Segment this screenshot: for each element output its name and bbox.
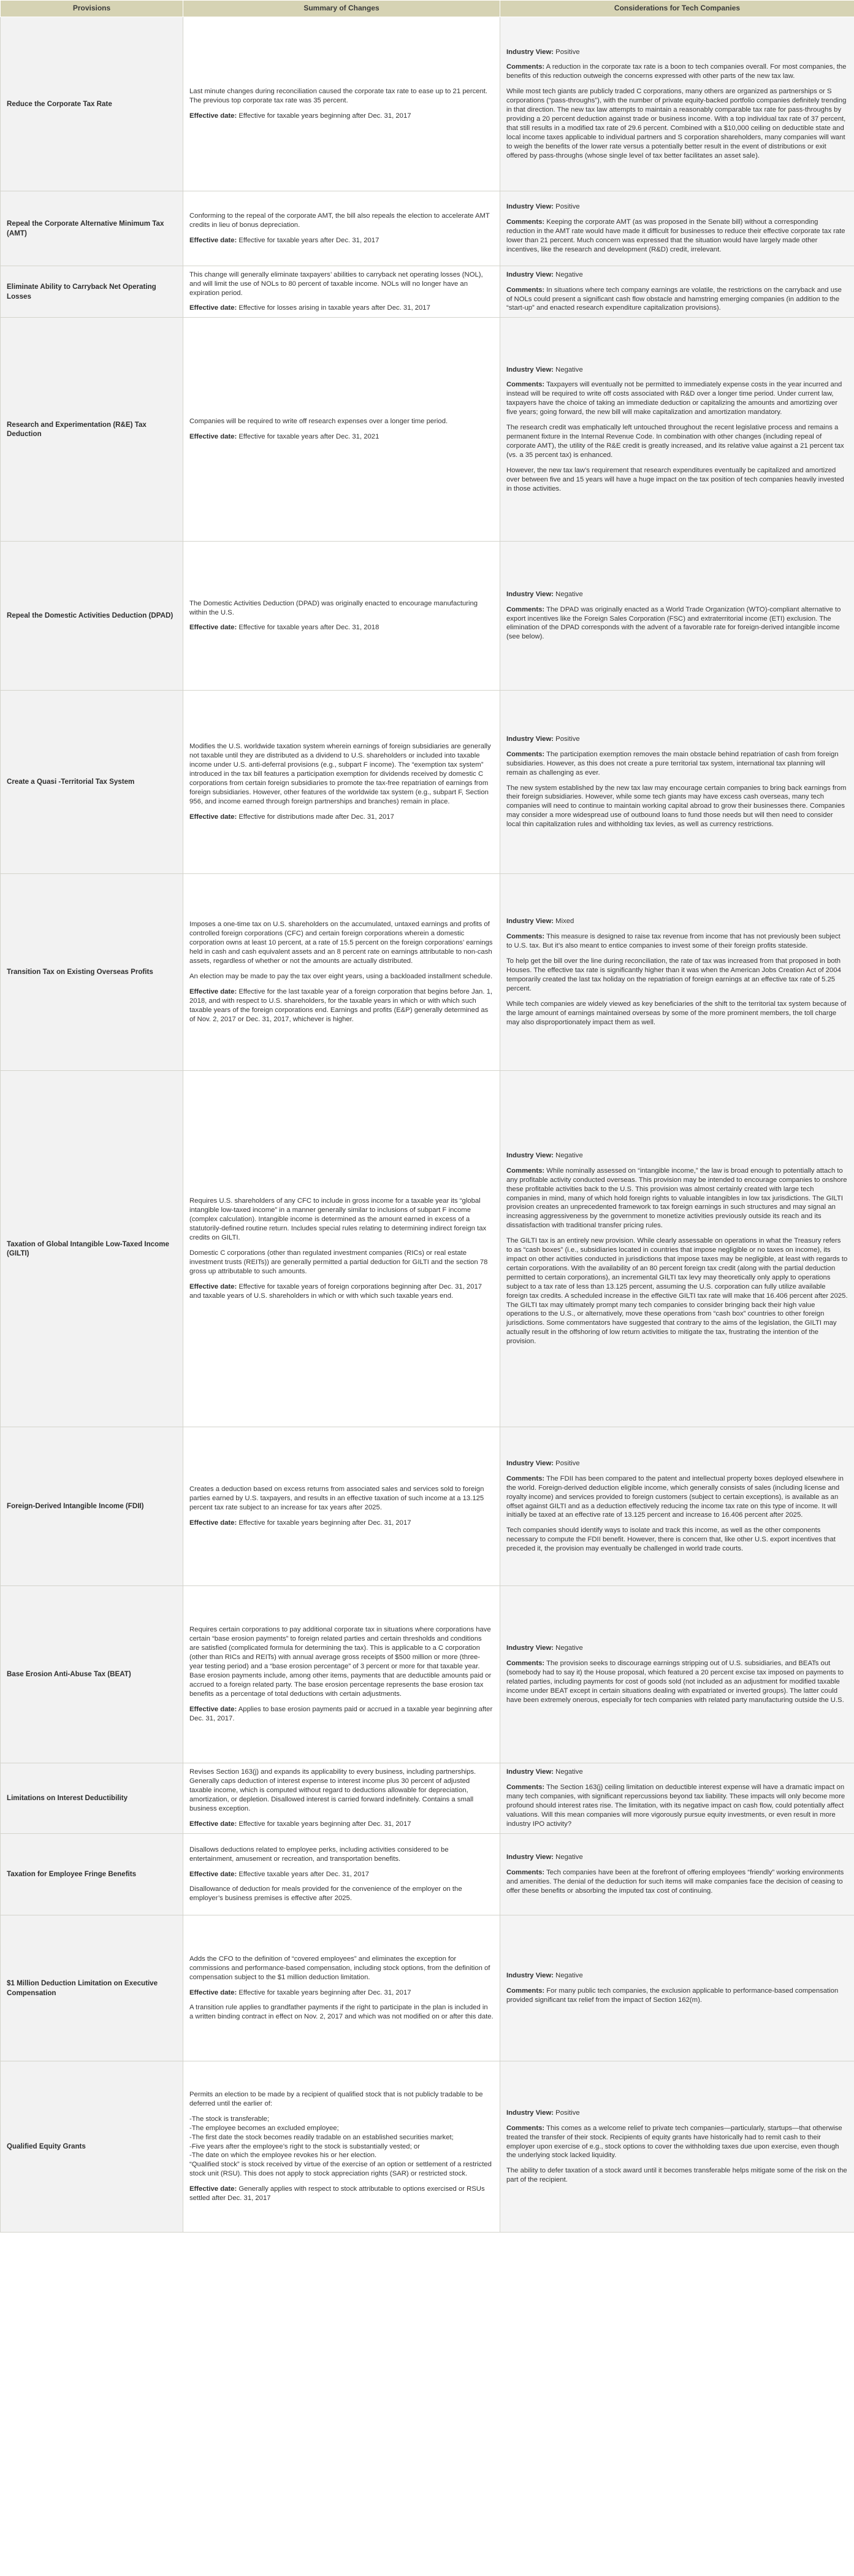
considerations-cell [500, 542, 854, 691]
summary-list-item: -The date on which the employee revokes his or her election. [189, 2152, 377, 2160]
summary-text: Requires certain corporations to pay additional corporate tax in situations where corporations have certain “base erosion payments” to foreign related parties and certain thresholds and conditions are satisfied (complicated formula for determining the tax). This is applicable to a C corporation (other than RICs and REITs) with annual average gross receipts of $500 million or more (three-year testing period) and a “base erosion percentage” of 3 percent or more for that taxable year. Base erosion payments include, among other items, payments that are deductible amounts paid or accrued to a foreign related party. The base erosion percentage represents the base erosion tax benefits as a percentage of total deductions with certain adjustments. [189, 1626, 492, 1698]
industry-view-value: Positive [555, 735, 580, 743]
industry-view-label: Industry View: [506, 735, 554, 743]
summary-list-item: “Qualified stock” is stock received by virtue of the exercise of an option or settlement of a restricted stock unit (RSU). This does not apply to stock appreciation rights (SAR) or restricted stock. [189, 2161, 492, 2178]
effective-date-label: Effective date: [189, 1705, 237, 1713]
comments-label: Comments: [506, 933, 545, 941]
summary-note: Disallowance of deduction for meals provided for the convenience of the employer on the employer’s business premises is effective after 2025. [189, 1885, 462, 1903]
comments [506, 1167, 848, 1230]
comments-value: Keeping the corporate AMT (as was proposed in the Senate bill) without a corresponding reduction in the AMT rate would have made it difficult for businesses to reduce their effective corporate tax rate lower than 21 percent. Much concern was expressed that the situation would have largely made other incentives, like the research and development (R&D) credit, irrelevant. [506, 218, 845, 253]
effective-date [189, 112, 494, 121]
industry-view-label: Industry View: [506, 1459, 554, 1467]
summary-text: Last minute changes during reconciliation caused the corporate tax rate to ease up to 21 percent. The previous top corporate tax rate was 35 percent. [189, 88, 488, 105]
comments [506, 605, 848, 642]
comments-extra: However, the new tax law’s requirement that research expenditures eventually be capitalized and amortized over between five and 15 years will have a huge impact on the tax position of tech companies heavily invested in those activities. [506, 466, 844, 493]
summary-cell [183, 17, 500, 191]
summary-text: Disallows deductions related to employee perks, including activities considered to be entertainment, amusement or recreation, and transportation benefits. [189, 1846, 449, 1863]
industry-view-value: Negative [555, 1644, 583, 1652]
effective-date-value: Effective for taxable years beginning after Dec. 31, 2017 [238, 112, 411, 120]
effective-date [189, 623, 494, 632]
industry-view-label: Industry View: [506, 918, 554, 926]
comments-value: While nominally assessed on “intangible income,” the law is broad enough to potentially attach to any profitable activity conducted overseas. This provision may be intended to encourage companies to onshore these profitable activities back to the U.S. This provision was almost certainly created with large tech companies in mind, many of which hold foreign rights to valuable intangibles in low tax jurisdictions. The GILTI provision creates an unprecedented framework to tax foreign earnings in such structures and may signal an increasing aggressiveness by the government to monetize activities previously outside its reach and its dissatisfaction with traditional transfer pricing rules. [506, 1167, 847, 1230]
comments-label: Comments: [506, 218, 545, 226]
considerations-cell [500, 691, 854, 874]
effective-date [189, 1519, 494, 1528]
considerations-cell [500, 1834, 854, 1915]
comments-label: Comments: [506, 1987, 545, 1995]
comments [506, 63, 848, 81]
industry-view [506, 735, 848, 744]
comments-value: Taxpayers will eventually not be permitted to immediately expense costs in the year incurred and instead will be required to write off costs associated with R&D over a longer time period. Under current law, taxpayers have the choice of taking an immediate deduction or capitalizing the amounts and amortizing over five years; going forward, the new bill will make capitalization and amortization mandatory. [506, 381, 842, 416]
effective-date-label: Effective date: [189, 236, 237, 244]
industry-view-label: Industry View: [506, 1151, 554, 1159]
comments-value: For many public tech companies, the exclusion applicable to performance-based compensation provided significant tax relief from the impact of Section 162(m). [506, 1987, 839, 2004]
table-row [1, 1915, 854, 2061]
comments-value: The provision seeks to discourage earnings stripping out of U.S. subsidiaries, and BEATs out (somebody had to say it) the House proposal, which featured a 20 percent excise tax imposed on payments to related parties, including payments for cost of goods sold (not included as an adjustment for modified taxable income under BEAT except in certain situations dealing with expatriated or inverted groups). The latter could have been extremely onerous, especially for tech companies with related party manufacturing outside the U.S. [506, 1660, 844, 1704]
summary-cell [183, 191, 500, 266]
provision-name: $1 Million Deduction Limitation on Executive Compensation [1, 1915, 183, 2061]
table-row [1, 191, 854, 266]
industry-view-value: Positive [555, 2109, 580, 2117]
effective-date-label: Effective date: [189, 1820, 237, 1828]
summary-note: A transition rule applies to grandfather payments if the right to participate in the plan is included in a written binding contract in effect on Nov. 2, 2017 and which was not modified on or after this date. [189, 2004, 494, 2021]
table-body [1, 17, 854, 2233]
industry-view-label: Industry View: [506, 203, 554, 211]
considerations-cell [500, 1586, 854, 1763]
comments-label: Comments: [506, 750, 545, 758]
effective-date-value: Effective for losses arising in taxable years after Dec. 31, 2017 [238, 304, 430, 312]
effective-date-value: Effective for taxable years after Dec. 31, 2021 [238, 433, 379, 440]
effective-date-value: Generally applies with respect to stock attributable to options exercised or RSUs settled after Dec. 31, 2017 [189, 2185, 485, 2202]
summary-list-wrap [189, 2115, 494, 2179]
summary-text: Adds the CFO to the definition of “covered employees” and eliminates the exception for commissions and performance-based compensation, including stock options, from the definition of compensation subject to the $1 million deduction limitation. [189, 1955, 490, 1981]
effective-date [189, 1870, 494, 1879]
considerations-cell [500, 1427, 854, 1586]
industry-view-value: Negative [555, 366, 583, 374]
comments [506, 2124, 848, 2161]
comments-label: Comments: [506, 1869, 545, 1877]
industry-view-value: Negative [555, 1151, 583, 1159]
comments-value: The FDII has been compared to the patent and intellectual property boxes deployed elsewhere in the world. Foreign-derived deduction eligible income, which generally consists of sales (including license and royalty income) and services provided to foreign customers (subject to certain exceptions), is available as an offset against GILTI and as a deduction effectively reducing the income tax rate on this type of income. It will initially be taxed at an effective rate of 13.125 percent and increase to 16.406 percent after 2025. [506, 1474, 844, 1519]
effective-date-value: Effective for taxable years after Dec. 31, 2018 [238, 624, 379, 632]
summary-cell [183, 2061, 500, 2233]
summary-cell [183, 1834, 500, 1915]
table-row [1, 1427, 854, 1586]
effective-date-value: Effective for distributions made after Dec. 31, 2017 [238, 813, 394, 821]
effective-date [189, 304, 494, 313]
summary-list-item: -Five years after the employee’s right to the stock is substantially vested; or [189, 2142, 420, 2150]
table-header [1, 1, 854, 17]
comments-label: Comments: [506, 2124, 545, 2132]
summary-text: Creates a deduction based on excess returns from associated sales and services sold to foreign parties earned by U.S. taxpayers, and results in an effective taxation of such income at a 13.125 percent tax rate subject to an increase for tax years after 2025. [189, 1485, 484, 1511]
effective-date-label: Effective date: [189, 813, 237, 821]
table-row [1, 1586, 854, 1763]
summary-text: Domestic C corporations (other than regulated investment companies (RICs) or real estate investment trusts (REITs)) are generally permitted a partial deduction for GILTI and the section 78 gross up attributable to such amounts. [189, 1249, 488, 1275]
effective-date-label: Effective date: [189, 112, 237, 120]
provision-name: Qualified Equity Grants [1, 2061, 183, 2233]
considerations-cell [500, 17, 854, 191]
industry-view-label: Industry View: [506, 270, 554, 278]
effective-date-value: Applies to base erosion payments paid or accrued in a taxable year beginning after Dec. 31, 2017. [189, 1705, 493, 1722]
summary-text: Conforming to the repeal of the corporate AMT, the bill also repeals the election to accelerate AMT credits in lieu of bonus depreciation. [189, 212, 490, 229]
considerations-cell [500, 1915, 854, 2061]
summary-cell [183, 1071, 500, 1427]
industry-view-label: Industry View: [506, 48, 554, 56]
comments-label: Comments: [506, 1784, 545, 1792]
summary-text: Modifies the U.S. worldwide taxation system wherein earnings of foreign subsidiaries are generally not taxable until they are distributed as a dividend to U.S. shareholders or included into taxable income under U.S. anti-deferral provisions (e.g., subpart F income). The “exemption tax system” introduced in the tax bill features a participation exemption for dividends received by domestic C corporations from certain foreign subsidiaries to promote the tax-free repatriation of earnings from foreign subsidiaries. However, other features of the worldwide tax system (e.g., subpart F, Section 956, and income earned through foreign partnerships and branches) remain in place. [189, 743, 491, 805]
comments-extra: While tech companies are widely viewed as key beneficiaries of the shift to the territorial tax system because of the large amount of earnings maintained overseas by some of the more prominent members, the toll charge may also disproportionately impact them as well. [506, 1000, 847, 1026]
summary-list-item: -The first date the stock becomes readily tradable on an established securities market; [189, 2133, 454, 2141]
header-considerations: Considerations for Tech Companies [500, 1, 854, 17]
industry-view [506, 1459, 848, 1468]
comments-value: This comes as a welcome relief to private tech companies—particularly, startups—that otherwise treated the transfer of their stock. Recipients of equity grants have historically had to remit cash to their employer upon exercise of e.g., stock options to cover the withholding taxes due upon exercise, even though the underlying stock lacked liquidity. [506, 2124, 842, 2160]
summary-cell [183, 318, 500, 542]
summary-cell [183, 1915, 500, 2061]
comments-value: In situations where tech company earnings are volatile, the restrictions on the carryback and use of NOLs could present a significant cash flow obstacle and hamstring emerging companies (in addition to the “start-up” and enacted research expenditure capitalization provisions). [506, 286, 842, 312]
industry-view-label: Industry View: [506, 1853, 554, 1861]
effective-date-label: Effective date: [189, 304, 237, 312]
industry-view-label: Industry View: [506, 2109, 554, 2117]
comments-extra: Tech companies should identify ways to isolate and track this income, as well as the other components necessary to compute the FDII benefit. However, there is concern that, like other U.S. export incentives that preceded it, the provision may eventually be challenged in world trade courts. [506, 1527, 836, 1553]
industry-view-label: Industry View: [506, 1644, 554, 1652]
summary-cell [183, 1763, 500, 1834]
table-row [1, 266, 854, 318]
comments [506, 1783, 848, 1829]
table-row [1, 1834, 854, 1915]
comments [506, 750, 848, 778]
industry-view [506, 202, 848, 212]
effective-date-label: Effective date: [189, 433, 237, 440]
industry-view-label: Industry View: [506, 1972, 554, 1980]
effective-date-value: Effective for taxable years beginning after Dec. 31, 2017 [238, 1988, 411, 1996]
effective-date-value: Effective for taxable years after Dec. 31, 2017 [238, 236, 379, 244]
industry-view [506, 2109, 848, 2118]
summary-text: Revises Section 163(j) and expands its applicability to every business, including partnerships. Generally caps deduction of interest expense to interest income plus 30 percent of adjusted taxable income, which is computed without regard to deductions allowable for depreciation, amortization, or depletion. Disallowed interest is carried forward indefinitely. Contains a small business exception. [189, 1768, 476, 1812]
effective-date-label: Effective date: [189, 987, 237, 995]
industry-view [506, 366, 848, 375]
provision-name: Create a Quasi -Territorial Tax System [1, 691, 183, 874]
effective-date [189, 2185, 494, 2203]
considerations-cell [500, 191, 854, 266]
comments [506, 286, 848, 313]
summary-list [189, 2115, 494, 2179]
effective-date [189, 987, 494, 1024]
summary-text: The Domestic Activities Deduction (DPAD) was originally enacted to encourage manufacturing within the U.S. [189, 599, 478, 616]
industry-view-label: Industry View: [506, 1768, 554, 1776]
summary-cell [183, 874, 500, 1071]
effective-date-label: Effective date: [189, 1519, 237, 1527]
comments [506, 1659, 848, 1705]
provision-name: Transition Tax on Existing Overseas Profits [1, 874, 183, 1071]
provision-name: Base Erosion Anti-Abuse Tax (BEAT) [1, 1586, 183, 1763]
summary-list-item: -The stock is transferable; [189, 2115, 269, 2123]
comments-extra: The GILTI tax is an entirely new provision. While clearly assessable on operations in what the Treasury refers to as “cash boxes” (i.e., subsidiaries located in countries that impose negligible or no taxes on income), its impact on other activities conducted in jurisdictions that impose taxes may be negligible, at least with regards to certain corporations. With the availability of an 80 percent foreign tax credit (along with the partial deduction permitted to certain corporations), an incremental GILTI tax levy may theoretically only apply to operations subject to a tax rate of less than 13.125 percent, assuming the U.S. corporation can fully utilize available foreign tax credits. A scheduled increase in the effective GILTI tax rate will make that 16.406 percent after 2025. The GILTI tax may ultimately prompt many tech companies to consider bringing back their high value operations to the U.S., or alternatively, move these operations from “cash box” countries to other foreign jurisdictions. Some commentators have suggested that contrary to the aims of the legislation, the GILTI may actually result in the offshoring of low return activities to mitigate the tax, frustrating the intention of the provision. [506, 1237, 848, 1346]
comments-extra: The research credit was emphatically left untouched throughout the recent legislative process and remains a permanent fixture in the Internal Revenue Code. In combination with other changes (including repeal of corporate AMT), the utility of the R&E credit is greatly increased, and its relative value against a 21 percent tax (vs. a 35 percent tax) is enhanced. [506, 424, 844, 459]
comments-value: Tech companies have been at the forefront of offering employees “friendly” working environments and amenities. The denial of the deduction for such items will make companies face the decision of ceasing to offer these benefits or absorbing the imputed tax cost of continuing. [506, 1869, 844, 1895]
comments-label: Comments: [506, 63, 545, 71]
effective-date-value: Effective taxable years after Dec. 31, 2017 [238, 1870, 370, 1878]
summary-cell [183, 1586, 500, 1763]
effective-date [189, 813, 494, 822]
summary-text: Imposes a one-time tax on U.S. shareholders on the accumulated, untaxed earnings and profits of controlled foreign corporations (CFC) and certain foreign corporations wherein a domestic corporation owns at least 10 percent, at a rate of 15.5 percent on the foreign corporations’ earnings held in cash and cash equivalent assets and an 8 percent rate on earnings attributable to non-cash assets, regardless of whether or not the amounts are actually distributed. [189, 921, 493, 965]
comments-value: This measure is designed to raise tax revenue from income that has not previously been subject to U.S. tax. But it’s also meant to entice companies to invest some of their foreign profits stateside. [506, 933, 841, 950]
industry-view-value: Positive [555, 203, 580, 211]
effective-date [189, 432, 494, 442]
comments-value: The Section 163(j) ceiling limitation on deductible interest expense will have a dramatic impact on many tech companies, with significant repercussions beyond tax liability. These impacts will only become more profound should interest rates rise. The limitation, with its negative impact on cash flow, could potentially affect valuations. Will this mean companies will more vigorously pursue equity investments, or even result in more industry IPO activity? [506, 1784, 845, 1828]
effective-date-value: Effective for taxable years of foreign corporations beginning after Dec. 31, 2017 and taxable years of U.S. shareholders in which or with which such taxable years end. [189, 1282, 482, 1300]
effective-date-value: Effective for taxable years beginning after Dec. 31, 2017 [238, 1519, 411, 1527]
considerations-cell [500, 1071, 854, 1427]
provision-name: Foreign-Derived Intangible Income (FDII) [1, 1427, 183, 1586]
industry-view-value: Negative [555, 1972, 583, 1980]
comments-label: Comments: [506, 381, 545, 389]
provision-name: Research and Experimentation (R&E) Tax Deduction [1, 318, 183, 542]
effective-date [189, 1820, 494, 1829]
industry-view [506, 1151, 848, 1160]
comments-label: Comments: [506, 1474, 545, 1482]
comments-extra: The ability to defer taxation of a stock award until it becomes transferable helps mitigate some of the risk on the part of the recipient. [506, 2167, 847, 2184]
effective-date [189, 236, 494, 245]
industry-view [506, 48, 848, 57]
table-row [1, 542, 854, 691]
considerations-cell [500, 874, 854, 1071]
comments-value: A reduction in the corporate tax rate is a boon to tech companies overall. For most companies, the benefits of this reduction outweigh the concerns expressed with other parts of the new tax law. [506, 63, 847, 80]
comments-label: Comments: [506, 286, 545, 294]
comments-label: Comments: [506, 1167, 545, 1175]
industry-view-value: Positive [555, 1459, 580, 1467]
provision-name: Taxation of Global Intangible Low-Taxed Income (GILTI) [1, 1071, 183, 1427]
summary-cell [183, 266, 500, 318]
provision-name: Reduce the Corporate Tax Rate [1, 17, 183, 191]
comments-label: Comments: [506, 1660, 545, 1668]
considerations-cell [500, 318, 854, 542]
table-row [1, 874, 854, 1071]
table-row [1, 318, 854, 542]
industry-view [506, 590, 848, 599]
industry-view-value: Negative [555, 1768, 583, 1776]
table-row [1, 1071, 854, 1427]
table-row [1, 1763, 854, 1834]
table-row [1, 17, 854, 191]
considerations-cell [500, 2061, 854, 2233]
industry-view-value: Mixed [555, 918, 574, 926]
header-provisions: Provisions [1, 1, 183, 17]
effective-date-value: Effective for taxable years beginning after Dec. 31, 2017 [238, 1820, 411, 1828]
effective-date [189, 1705, 494, 1723]
industry-view [506, 917, 848, 926]
provision-name: Eliminate Ability to Carryback Net Operating Losses [1, 266, 183, 318]
industry-view [506, 270, 848, 280]
considerations-cell [500, 1763, 854, 1834]
summary-text: Companies will be required to write off research expenses over a longer time period. [189, 418, 448, 426]
effective-date-label: Effective date: [189, 624, 237, 632]
effective-date-label: Effective date: [189, 1282, 237, 1290]
provision-name: Repeal the Domestic Activities Deduction (DPAD) [1, 542, 183, 691]
comments [506, 1474, 848, 1520]
summary-text: This change will generally eliminate taxpayers’ abilities to carryback net operating losses (NOL), and will limit the use of NOLs to 80 percent of taxable income. NOLs will no longer have an expiration period. [189, 270, 483, 297]
comments [506, 218, 848, 255]
summary-text: Permits an election to be made by a recipient of qualified stock that is not publicly tradable to be deferred until the earlier of: [189, 2091, 483, 2107]
summary-list-item: -The employee becomes an excluded employee; [189, 2124, 339, 2132]
industry-view-label: Industry View: [506, 590, 554, 598]
industry-view [506, 1768, 848, 1777]
effective-date-label: Effective date: [189, 1870, 237, 1878]
industry-view [506, 1853, 848, 1862]
comments [506, 1868, 848, 1896]
comments [506, 932, 848, 951]
industry-view-value: Negative [555, 270, 583, 278]
summary-cell [183, 1427, 500, 1586]
effective-date [189, 1282, 494, 1301]
comments [506, 1987, 848, 2005]
comments-value: The participation exemption removes the main obstacle behind repatriation of cash from foreign subsidiaries. However, as this does not create a pure territorial tax system, international tax planning will remain as challenging as ever. [506, 750, 839, 776]
industry-view-value: Positive [555, 48, 580, 56]
effective-date-label: Effective date: [189, 2185, 237, 2193]
table-row [1, 691, 854, 874]
effective-date-label: Effective date: [189, 1988, 237, 1996]
comments [506, 380, 848, 417]
effective-date-value: Effective for the last taxable year of a foreign corporation that begins before Jan. 1, 2018, and with respect to U.S. shareholders, for the taxable years in which or with which such taxable years of the foreign corporations end. Earnings and profits (E&P) generally determined as of Nov. 2, 2017 or Dec. 31, 2017, whichever is higher. [189, 987, 493, 1023]
comments-extra: To help get the bill over the line during reconciliation, the rate of tax was increased from that proposed in both Houses. The effective tax rate is significantly higher than it was when the American Jobs Creation Act of 2004 temporarily created the last tax holiday on the repatriation of foreign earnings at an effective tax rate of 5.25 percent. [506, 957, 841, 992]
summary-text: An election may be made to pay the tax over eight years, using a backloaded installment schedule. [189, 973, 493, 980]
comments-extra: While most tech giants are publicly traded C corporations, many others are organized as partnerships or S corporations (“pass-throughs”), with the number of private equity-backed portfolio companies definitely trending in that direction. The new tax law attempts to maintain a reasonably comparable tax rate for pass-throughs by providing a 20 percent deduction against trade or business income. With a top individual tax rate of 37 percent, that still results in a modified tax rate of 29.6 percent. Combined with a $10,000 ceiling on deductible state and local income taxes applicable to individual partners and S corporation shareholders, many companies will want to weigh the benefits of the lower rate versus a potentially better result in the event of distributions or exit offered by pass-throughs (whose single level of tax better facilitates an asset sale). [506, 88, 847, 159]
table-row [1, 2061, 854, 2233]
comments-label: Comments: [506, 605, 545, 613]
industry-view-value: Negative [555, 590, 583, 598]
comments-extra: The new system established by the new tax law may encourage certain companies to bring back earnings from their foreign subsidiaries. However, while some tech giants may have excess cash overseas, many tech companies will need to continue to maintain working capital abroad to grow their businesses there. Companies may consider a more widespread use of outbound loans to fund those needs but will then need to consider local thin capitalization rules and withholding tax levies, as well as currency restrictions. [506, 784, 847, 829]
summary-cell [183, 691, 500, 874]
industry-view-label: Industry View: [506, 366, 554, 374]
summary-cell [183, 542, 500, 691]
industry-view-value: Negative [555, 1853, 583, 1861]
considerations-cell [500, 266, 854, 318]
provision-name: Repeal the Corporate Alternative Minimum Tax (AMT) [1, 191, 183, 266]
industry-view [506, 1971, 848, 1980]
comments-value: The DPAD was originally enacted as a World Trade Organization (WTO)-compliant alternative to export incentives like the Foreign Sales Corporation (FSC) and extraterritorial income (ETI) exclusion. The elimination of the DPAD corresponds with the advent of a favorable rate for foreign-derived intangible income (see below). [506, 605, 841, 641]
header-summary: Summary of Changes [183, 1, 500, 17]
industry-view [506, 1644, 848, 1653]
effective-date [189, 1988, 494, 1998]
provision-name: Limitations on Interest Deductibility [1, 1763, 183, 1834]
summary-text: Requires U.S. shareholders of any CFC to include in gross income for a taxable year its “global intangible low-taxed income” in a manner generally similar to inclusions of subpart F income (complex calculation). Intangible income is determined as the amount earned in excess of a statutorily-defined routine return. Includes special rules relating to determining indirect foreign tax credits on GILTI. [189, 1197, 487, 1242]
provision-name: Taxation for Employee Fringe Benefits [1, 1834, 183, 1915]
